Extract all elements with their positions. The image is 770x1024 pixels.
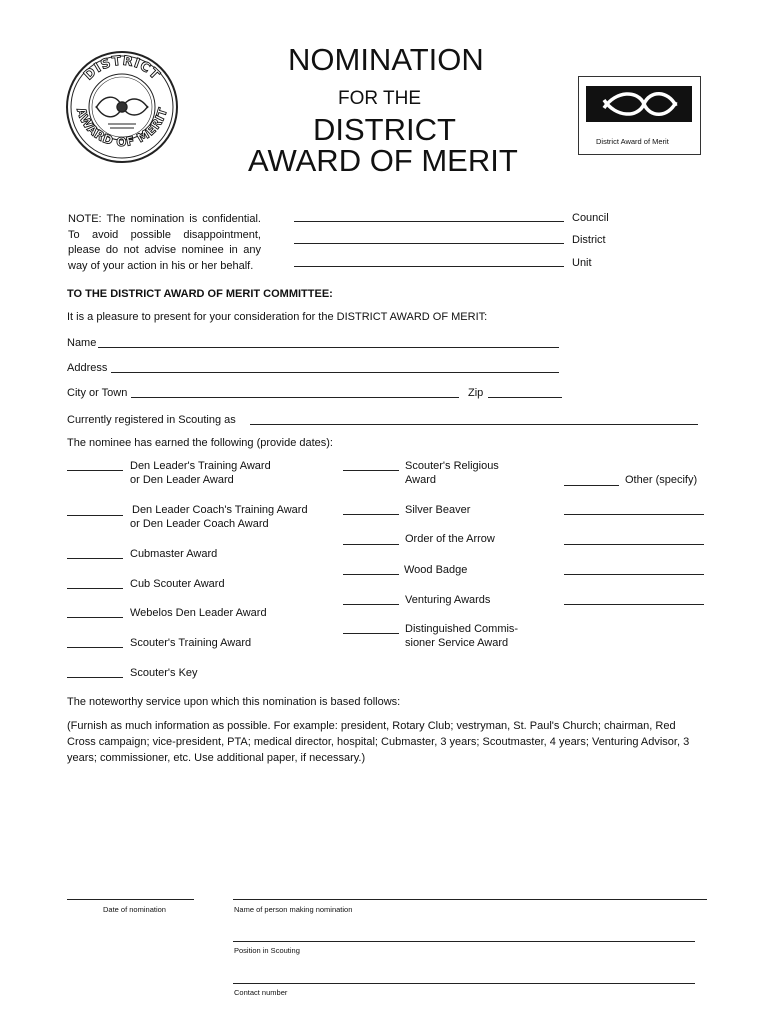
page-title-nomination: NOMINATION bbox=[288, 42, 484, 77]
award-religious-award: Award bbox=[405, 474, 436, 486]
cub-scouter-date[interactable] bbox=[67, 588, 123, 589]
unit-field[interactable] bbox=[294, 266, 564, 267]
name-label: Name bbox=[67, 337, 97, 349]
position-in-scouting-label: Position in Scouting bbox=[234, 946, 300, 955]
award-webelos-den-leader: Webelos Den Leader Award bbox=[130, 607, 267, 619]
award-distinguished-commissioner: Distinguished Commis- bbox=[405, 623, 519, 635]
other-field-4[interactable] bbox=[564, 604, 704, 605]
award-venturing: Venturing Awards bbox=[405, 594, 491, 606]
contact-number-label: Contact number bbox=[234, 988, 288, 997]
council-field[interactable] bbox=[294, 221, 564, 222]
committee-heading: TO THE DISTRICT AWARD OF MERIT COMMITTEE: bbox=[67, 288, 333, 300]
page-title-for-the: FOR THE bbox=[338, 88, 422, 109]
confidential-note: NOTE: The nomination is confidential. To avoid possible disappointment, please do not advise nominee in any way of your action in his or her behalf. bbox=[68, 213, 261, 272]
service-description-area[interactable] bbox=[67, 770, 707, 890]
silver-beaver-date[interactable] bbox=[343, 514, 399, 515]
den-leader-coach-date[interactable] bbox=[67, 515, 123, 516]
name-field[interactable] bbox=[98, 347, 559, 348]
award-cub-scouter: Cub Scouter Award bbox=[130, 578, 225, 590]
award-den-leader: or Den Leader Award bbox=[130, 474, 234, 486]
contact-number-field[interactable] bbox=[233, 983, 695, 984]
webelos-date[interactable] bbox=[67, 617, 123, 618]
date-of-nomination-field[interactable] bbox=[67, 899, 194, 900]
service-intro: The noteworthy service upon which this nomination is based follows: bbox=[67, 696, 401, 708]
service-help-text: (Furnish as much information as possible. For example: president, Rotary Club; vestryman, St. Paul's Church; chairman, Red Cross campaign; vice-president, PTA; medical director, hospital; Cubmaster, 3 years; Scoutmaster, 4 years; Venturing Advisor, 3 years; commissioner, etc. Use additional paper, if necessary.) bbox=[67, 720, 690, 764]
unit-label: Unit bbox=[572, 257, 592, 269]
zip-label: Zip bbox=[468, 387, 484, 399]
venturing-date[interactable] bbox=[343, 604, 399, 605]
council-label: Council bbox=[572, 212, 609, 224]
other-specify-label: Other (specify) bbox=[625, 474, 698, 486]
award-scouters-key: Scouter's Key bbox=[130, 667, 198, 679]
awards-intro: The nominee has earned the following (provide dates): bbox=[67, 437, 333, 449]
position-in-scouting-field[interactable] bbox=[233, 941, 695, 942]
award-silver-beaver: Silver Beaver bbox=[405, 504, 471, 516]
other-date[interactable] bbox=[564, 485, 619, 486]
order-of-arrow-date[interactable] bbox=[343, 544, 399, 545]
den-leader-training-date[interactable] bbox=[67, 470, 123, 471]
scouters-training-date[interactable] bbox=[67, 647, 123, 648]
intro-text: It is a pleasure to present for your consideration for the DISTRICT AWARD OF MERIT: bbox=[67, 311, 488, 323]
award-cubmaster: Cubmaster Award bbox=[130, 548, 218, 560]
registered-field[interactable] bbox=[250, 424, 698, 425]
award-den-leader-training: Den Leader's Training Award bbox=[130, 460, 271, 472]
district-label: District bbox=[572, 234, 606, 246]
nominator-name-field[interactable] bbox=[233, 899, 707, 900]
district-field[interactable] bbox=[294, 243, 564, 244]
scouters-key-date[interactable] bbox=[67, 677, 123, 678]
address-label: Address bbox=[67, 362, 108, 374]
other-field-3[interactable] bbox=[564, 574, 704, 575]
address-field[interactable] bbox=[111, 372, 559, 373]
district-award-seal bbox=[64, 48, 180, 166]
seal-text-top: DISTRICT bbox=[81, 53, 163, 84]
city-field[interactable] bbox=[131, 397, 459, 398]
award-scouters-training: Scouter's Training Award bbox=[130, 637, 252, 649]
zip-field[interactable] bbox=[488, 397, 562, 398]
cubmaster-date[interactable] bbox=[67, 558, 123, 559]
wood-badge-date[interactable] bbox=[343, 574, 399, 575]
award-order-of-the-arrow: Order of the Arrow bbox=[405, 533, 495, 545]
page-title-award-of-merit: AWARD OF MERIT bbox=[248, 143, 518, 178]
award-commissioner-service: sioner Service Award bbox=[405, 637, 509, 649]
other-field-1[interactable] bbox=[564, 514, 704, 515]
religious-award-date[interactable] bbox=[343, 470, 399, 471]
award-wood-badge: Wood Badge bbox=[404, 564, 468, 576]
award-den-leader-coach-training: Den Leader Coach's Training Award bbox=[132, 504, 308, 516]
award-scouters-religious: Scouter's Religious bbox=[405, 460, 499, 472]
city-label: City or Town bbox=[67, 387, 128, 399]
nominator-name-label: Name of person making nomination bbox=[234, 905, 353, 914]
seal-text-bottom: AWARD OF MERIT bbox=[73, 105, 171, 150]
registered-label: Currently registered in Scouting as bbox=[67, 414, 236, 426]
commissioner-service-date[interactable] bbox=[343, 633, 399, 634]
date-of-nomination-label: Date of nomination bbox=[103, 905, 166, 914]
other-field-2[interactable] bbox=[564, 544, 704, 545]
page-title-district: DISTRICT bbox=[313, 112, 456, 147]
emblem-caption: District Award of Merit bbox=[596, 137, 669, 146]
award-den-leader-coach: or Den Leader Coach Award bbox=[130, 518, 269, 530]
seal-knot-icon bbox=[96, 97, 148, 128]
square-knot-emblem bbox=[586, 86, 692, 122]
